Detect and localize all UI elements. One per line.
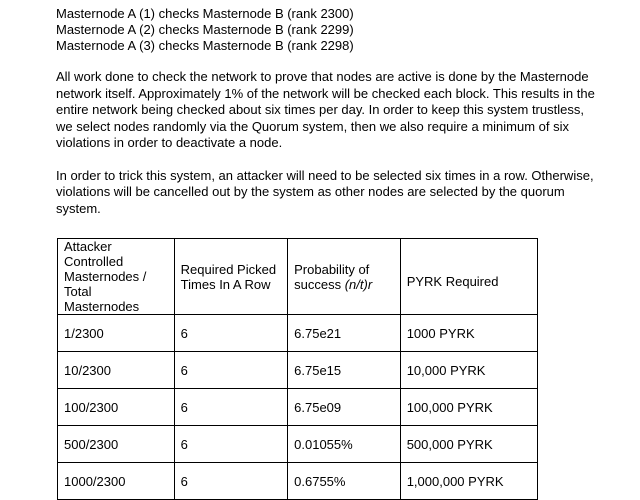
- cell-ratio: 1/2300: [58, 315, 175, 352]
- cell-picked: 6: [174, 352, 287, 389]
- check-line: Masternode A (2) checks Masternode B (rank 2299): [56, 22, 354, 37]
- cell-probability: 6.75e21: [288, 315, 401, 352]
- cell-probability: 6.75e09: [288, 389, 401, 426]
- cell-ratio: 10/2300: [58, 352, 175, 389]
- cell-probability: 0.6755%: [288, 463, 401, 500]
- check-line: Masternode A (1) checks Masternode B (rank 2300): [56, 6, 354, 21]
- table-row: [58, 315, 538, 352]
- cell-ratio: 500/2300: [58, 426, 175, 463]
- cell-pyrk: 100,000 PYRK: [400, 389, 537, 426]
- attack-probability-table: [57, 238, 538, 500]
- cell-picked: 6: [174, 426, 287, 463]
- cell-picked: 6: [174, 315, 287, 352]
- check-line: Masternode A (3) checks Masternode B (rank 2298): [56, 38, 354, 53]
- cell-ratio: 1000/2300: [58, 463, 175, 500]
- table-row: [58, 389, 538, 426]
- cell-ratio: 100/2300: [58, 389, 175, 426]
- header-probability-formula: (n/t)r: [344, 276, 373, 292]
- table-row: [58, 352, 538, 389]
- cell-pyrk: 10,000 PYRK: [400, 352, 537, 389]
- table-header-row: [58, 239, 538, 315]
- cell-pyrk: 1,000,000 PYRK: [400, 463, 537, 500]
- header-probability-label: Probability of success: [294, 261, 370, 292]
- cell-probability: 0.01055%: [288, 426, 401, 463]
- document-body: [56, 6, 596, 217]
- cell-probability: 6.75e15: [288, 352, 401, 389]
- header-pyrk-required: PYRK Required: [400, 239, 537, 315]
- cell-picked: 6: [174, 389, 287, 426]
- cell-pyrk: 1000 PYRK: [400, 315, 537, 352]
- table-row: [58, 463, 538, 500]
- cell-pyrk: 500,000 PYRK: [400, 426, 537, 463]
- table-row: [58, 426, 538, 463]
- header-probability: [288, 239, 401, 315]
- cell-picked: 6: [174, 463, 287, 500]
- network-check-paragraph: All work done to check the network to prove that nodes are active is done by the Masternode network itself. Approximately 1% of the network will be checked each block. This results in the entire network being checked about six times per day. In order to keep this system trustless, we select nodes randomly via the Quorum system, then we also require a minimum of six violations in order to deactivate a node.: [56, 69, 595, 150]
- attack-paragraph: In order to trick this system, an attacker will need to be selected six times in a row. Otherwise, violations will be cancelled out by the system as other nodes are selected by the quorum system.: [56, 167, 594, 216]
- header-required-picked: Required Picked Times In A Row: [174, 239, 287, 315]
- header-attacker-ratio: Attacker Controlled Masternodes / Total Masternodes: [58, 239, 175, 315]
